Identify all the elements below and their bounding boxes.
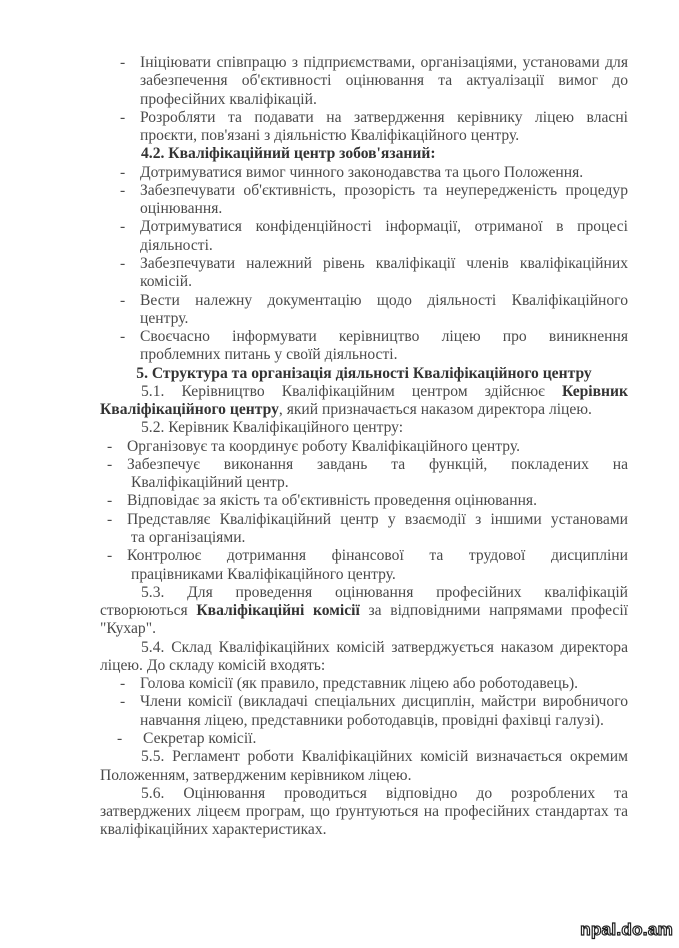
bullet-dash: - — [117, 729, 123, 747]
text-segment: забезпечення об'єктивності оцінювання та актуалізації вимог до — [140, 72, 628, 90]
text-segment: та організаціями. — [131, 529, 246, 547]
text-line — [140, 200, 222, 218]
bullet-dash: - — [120, 54, 126, 71]
text-segment: Своєчасно інформувати керівництво ліцею про виникнення — [140, 328, 628, 346]
text-line — [140, 675, 578, 693]
bullet-dash: - — [120, 181, 126, 199]
text-line — [131, 566, 396, 584]
text-segment: навчання ліцею, представники роботодавців, провідні фахівці галузі). — [140, 711, 604, 729]
text-segment: Кваліфікаційний центр. — [131, 474, 289, 492]
text-line — [131, 474, 289, 492]
bold-text: 5. Структура та організація діяльності Кваліфікаційного центру — [136, 364, 592, 382]
text-line — [141, 383, 628, 401]
text-line — [100, 401, 592, 419]
bold-text: Кваліфікаційні комісії — [196, 602, 360, 620]
bullet-dash: - — [120, 675, 126, 693]
section-heading — [100, 365, 628, 383]
text-segment: оцінювання. — [140, 200, 223, 218]
text-segment: Вести належну документацію щодо діяльності Кваліфікаційного — [140, 291, 628, 309]
text-line — [100, 602, 628, 620]
text-line — [140, 346, 398, 364]
text-line — [127, 547, 628, 565]
text-line — [100, 620, 156, 638]
bullet-dash: - — [107, 437, 113, 455]
text-line — [140, 255, 628, 273]
text-line — [140, 109, 628, 127]
bullet-dash: - — [107, 492, 113, 510]
text-segment: 5.4. Склад Кваліфікаційних комісій затверджується наказом директора — [141, 638, 628, 656]
section-heading — [141, 145, 436, 163]
text-segment: за відповідними напрямами професії — [359, 602, 628, 620]
text-line — [140, 91, 317, 109]
text-line — [100, 821, 327, 839]
bold-text: Керівник — [561, 382, 628, 400]
text-line — [100, 657, 325, 675]
text-segment: Забезпечує виконання завдань та функцій, покладених на — [127, 455, 628, 473]
text-line — [127, 511, 628, 529]
text-segment: Розробляти та подавати на затвердження керівнику ліцею власні — [140, 108, 628, 126]
text-segment: комісій. — [140, 273, 192, 291]
text-segment: затверджених ліцеєм програм, що ґрунтуються на професійних стандартах та — [100, 803, 628, 821]
text-line — [140, 712, 604, 730]
text-segment: Члени комісії (викладачі спеціальних дисциплін, майстри виробничого — [140, 693, 628, 711]
bold-text: Кваліфікаційного центру — [100, 401, 279, 419]
text-segment: 5.2. Керівник Кваліфікаційного центру: — [141, 419, 404, 437]
bold-text: 4.2. Кваліфікаційний центр зобов'язаний: — [141, 145, 436, 163]
text-line — [140, 273, 192, 291]
text-segment: створюються — [100, 602, 197, 620]
text-segment: Відповідає за якість та об'єктивність проведення оцінювання. — [127, 492, 537, 510]
text-line — [100, 803, 628, 821]
text-segment: ліцею. До складу комісій входять: — [100, 656, 326, 674]
bullet-dash: - — [120, 218, 126, 236]
text-segment: 5.3. Для проведення оцінювання професійних кваліфікацій — [141, 583, 628, 601]
text-line — [131, 529, 245, 547]
text-segment: проєкти, пов'язані з діяльністю Кваліфікаційного центру. — [140, 127, 520, 145]
text-line — [141, 785, 628, 803]
text-segment: професійних кваліфікацій. — [140, 90, 317, 108]
text-segment: діяльності. — [140, 236, 213, 254]
bullet-dash: - — [107, 547, 113, 565]
text-segment: Організовує та координує роботу Кваліфікаційного центру. — [127, 437, 521, 455]
text-segment: Забезпечувати належний рівень кваліфікації членів кваліфікаційних — [140, 254, 628, 272]
bullet-dash: - — [120, 693, 126, 711]
text-line — [141, 419, 403, 437]
text-segment: 5.1. Керівництво Кваліфікаційним центром здійснює — [141, 382, 562, 400]
text-line — [141, 748, 628, 766]
text-segment: Дотримуватися вимог чинного законодавства та цього Положення. — [140, 163, 584, 181]
text-line — [140, 237, 213, 255]
text-segment: кваліфікаційних характеристиках. — [100, 821, 327, 839]
text-line — [127, 456, 628, 474]
text-segment: Забезпечувати об'єктивність, прозорість та неупередженість процедур — [140, 181, 628, 199]
text-segment: Голова комісії (як правило, представник ліцею або роботодавець). — [140, 675, 579, 693]
text-segment: Секретар комісії. — [143, 729, 257, 747]
text-segment: Контролює дотримання фінансової та трудової дисципліни — [127, 547, 628, 565]
bullet-dash: - — [120, 108, 126, 126]
text-segment: 5.6. Оцінювання проводиться відповідно до розроблених та — [141, 784, 628, 802]
bullet-dash: - — [120, 291, 126, 309]
text-segment: , який призначається наказом директора ліцею. — [278, 401, 592, 419]
bullet-dash: - — [107, 455, 113, 473]
text-line — [141, 584, 628, 602]
text-line — [141, 639, 628, 657]
text-segment: центру. — [140, 309, 189, 327]
text-segment: Дотримуватися конфіденційності інформації, отриманої в процесі — [140, 218, 628, 236]
text-line — [140, 292, 628, 310]
text-segment: Ініціювати співпрацю з підприємствами, організаціями, установами для — [140, 54, 628, 71]
bullet-dash: - — [120, 254, 126, 272]
watermark: npal.do.am — [580, 920, 673, 939]
text-line — [140, 127, 519, 145]
text-line — [140, 328, 628, 346]
text-line — [140, 218, 628, 236]
text-segment: 5.5. Регламент роботи Кваліфікаційних комісій визначається окремим — [141, 748, 628, 766]
text-line — [140, 182, 628, 200]
text-line — [140, 54, 628, 72]
text-line — [143, 730, 256, 748]
text-segment: проблемних питань у своїй діяльності. — [140, 346, 398, 364]
bullet-dash: - — [120, 328, 126, 346]
text-line — [140, 164, 583, 182]
text-line — [127, 438, 520, 456]
bullet-dash: - — [120, 163, 126, 181]
text-segment: Положенням, затвердженим керівником ліцею. — [100, 766, 412, 784]
text-line — [140, 72, 628, 90]
text-segment: "Кухар". — [100, 620, 156, 638]
bullet-dash: - — [107, 510, 113, 528]
text-segment: Представляє Кваліфікаційний центр у взаємодії з іншими установами — [127, 510, 628, 528]
text-line — [127, 492, 537, 510]
text-line — [140, 310, 188, 328]
text-segment: працівниками Кваліфікаційного центру. — [131, 565, 396, 583]
text-line — [100, 767, 412, 785]
text-line — [140, 693, 628, 711]
